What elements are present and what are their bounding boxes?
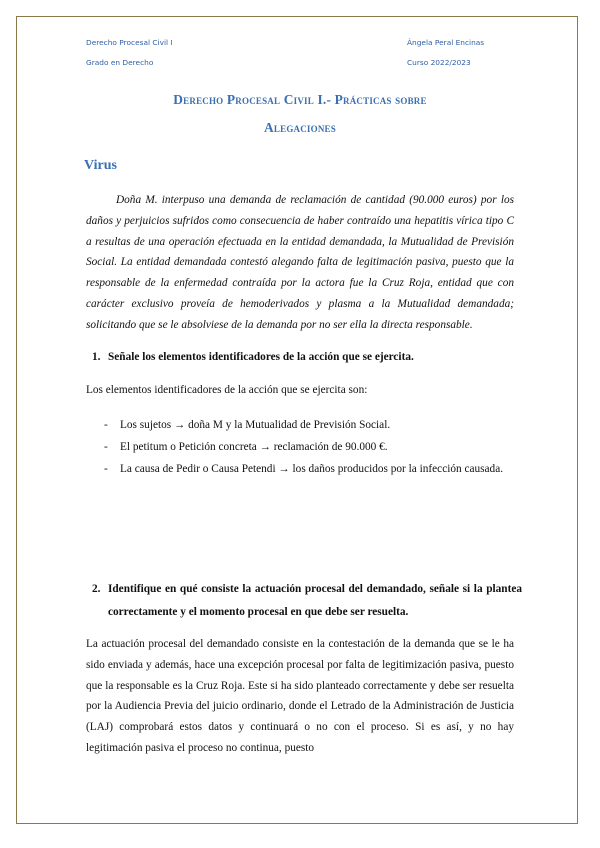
- list-item-text: Los sujetos → doña M y la Mutualidad de Previsión Social.: [120, 419, 391, 431]
- list-item: - Los sujetos → doña M y la Mutualidad de Previsión Social.: [104, 419, 391, 431]
- question-2-number: 2.: [92, 583, 101, 595]
- section-heading: Virus: [84, 158, 117, 173]
- list-item-text: El petitum o Petición concreta → reclamación de 90.000 €.: [120, 441, 388, 453]
- answer-1-intro: Los elementos identificadores de la acción que se ejercita son:: [86, 384, 368, 396]
- answer-2: La actuación procesal del demandado consiste en la contestación de la demanda que se le ha sido enviada y además, hace una excepción procesal por falta de legitimización pasiva, puesto que la responsable es la Cruz Roja. Este si ha sido planteado correctamente y debe ser resuelta por la Audiencia Previa del juicio ordinario, donde el Letrado de la Administración de Justicia (LAJ) comprobará estos datos y continuará o no con el proceso. Si es así, y no hay legitimación pasiva el proceso no continua, puesto: [86, 638, 514, 754]
- header-degree: Grado en Derecho: [86, 58, 154, 67]
- case-statement: Doña M. interpuso una demanda de reclamación de cantidad (90.000 euros) por los daños y perjuicios sufridos como consecuencia de haber contraído una hepatitis vírica tipo C a resultas de una operación efectuada en la entidad demandada, la Mutualidad de Previsión Social. La entidad demandada contestó alegando falta de legitimación pasiva, puesto que la responsable de la enfermedad contraída por la actora fue la Cruz Roja, entidad que con carácter exclusivo proveía de hemoderivados y plasma a la Mutualidad demandada; solicitando que se le absolviese de la demanda por no ser ella la directa responsable.: [86, 194, 514, 331]
- question-2-text: Identifique en qué consiste la actuación procesal del demandado, señale si la plantea correctamente y el momento procesal en que debe ser resuelta.: [108, 583, 522, 618]
- question-1: [92, 346, 522, 369]
- document-title-line2: Alegaciones: [264, 120, 336, 135]
- header-course: Derecho Procesal Civil I: [86, 38, 173, 47]
- list-item-text: La causa de Pedir o Causa Petendi → los daños producidos por la infección causada.: [120, 463, 504, 475]
- question-1-text: Señale los elementos identificadores de la acción que se ejercita.: [108, 351, 414, 363]
- list-item: - La causa de Pedir o Causa Petendi → los daños producidos por la infección causada.: [104, 463, 504, 475]
- document-title-line1: Derecho Procesal Civil I.- Prácticas sobre: [173, 92, 427, 107]
- header-year: Curso 2022/2023: [407, 58, 471, 67]
- list-item: - El petitum o Petición concreta → reclamación de 90.000 €.: [104, 441, 388, 453]
- header-author: Ángela Peral Encinas: [407, 38, 485, 47]
- answer-1-list: [104, 414, 518, 480]
- question-2: [92, 578, 522, 623]
- question-1-number: 1.: [92, 351, 101, 363]
